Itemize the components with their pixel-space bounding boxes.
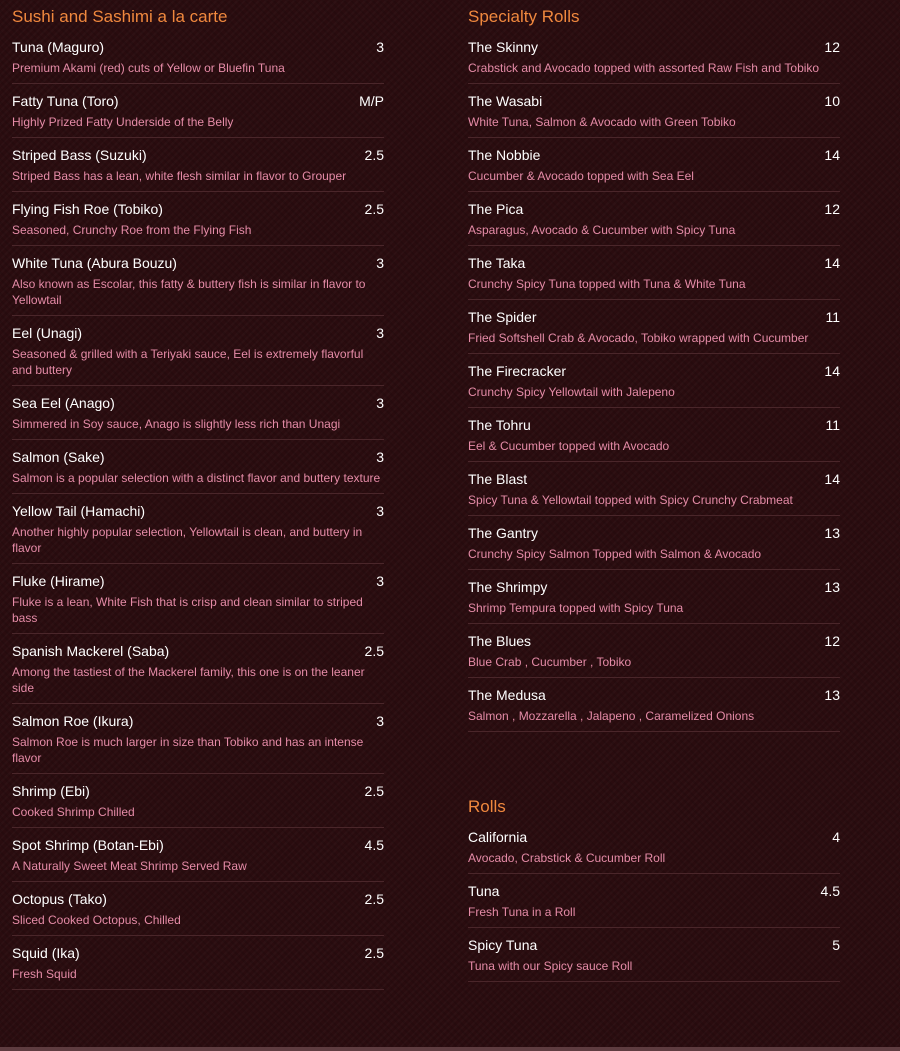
sushi-sashimi-column: [12, 0, 384, 990]
menu-item-name: The Tohru: [468, 417, 531, 433]
menu-item-name: The Blast: [468, 471, 528, 487]
menu-item-header: [12, 200, 384, 218]
menu-item-header: [12, 944, 384, 962]
menu-item-description: Fresh Tuna in a Roll: [468, 905, 576, 919]
menu-item-description: White Tuna, Salmon & Avocado with Green Tobiko: [468, 115, 736, 129]
menu-item: [12, 138, 384, 192]
menu-item: [468, 462, 840, 516]
menu-item: [12, 774, 384, 828]
menu-item: [468, 825, 840, 874]
menu-item-description: Avocado, Crabstick & Cucumber Roll: [468, 851, 666, 865]
menu-item-description: Salmon is a popular selection with a distinct flavor and buttery texture: [12, 471, 381, 485]
menu-item-name: Yellow Tail (Hamachi): [12, 503, 146, 519]
menu-item-price: 3: [376, 255, 384, 271]
menu-item-name: Salmon Roe (Ikura): [12, 713, 134, 729]
menu-item: [468, 138, 840, 192]
menu-item-description: Crunchy Spicy Tuna topped with Tuna & White Tuna: [468, 277, 746, 291]
menu-item-name: Fluke (Hirame): [12, 573, 105, 589]
menu-item-description: Premium Akami (red) cuts of Yellow or Bluefin Tuna: [12, 61, 285, 75]
menu-item-description: Salmon Roe is much larger in size than Tobiko and has an intense flavor: [12, 735, 364, 765]
menu-item-price: 14: [824, 147, 840, 163]
menu-item-header: [468, 416, 840, 434]
menu-item-header: [12, 394, 384, 412]
menu-item-header: [468, 524, 840, 542]
menu-item-name: Shrimp (Ebi): [12, 783, 90, 799]
menu-item-price: 11: [825, 417, 840, 433]
menu-item: [468, 678, 840, 732]
menu-item-header: [12, 642, 384, 660]
menu-item-price: 3: [376, 325, 384, 341]
menu-item-name: Striped Bass (Suzuki): [12, 147, 147, 163]
menu-item: [12, 192, 384, 246]
menu-item-header: [12, 572, 384, 590]
menu-item-description: Fried Softshell Crab & Avocado, Tobiko wrapped with Cucumber: [468, 331, 809, 345]
menu-item-price: 10: [824, 93, 840, 109]
menu-item: [468, 516, 840, 570]
rolls-column: [468, 0, 840, 982]
menu-item-description: Tuna with our Spicy sauce Roll: [468, 959, 633, 973]
menu-item-name: Octopus (Tako): [12, 891, 107, 907]
menu-item-description: Seasoned, Crunchy Roe from the Flying Fish: [12, 223, 252, 237]
menu-item-price: 2.5: [364, 945, 384, 961]
menu-item: [12, 564, 384, 634]
menu-item-header: [468, 92, 840, 110]
menu-item-price: 2.5: [364, 201, 384, 217]
menu-item-price: 12: [824, 39, 840, 55]
menu-item-name: The Nobbie: [468, 147, 541, 163]
menu-item-description: Blue Crab , Cucumber , Tobiko: [468, 655, 632, 669]
menu-item: [468, 928, 840, 982]
menu-item-header: [468, 146, 840, 164]
menu-item-header: [12, 890, 384, 908]
menu-item-header: [12, 448, 384, 466]
menu-item-header: [468, 578, 840, 596]
rolls-item-list: [468, 825, 840, 982]
menu-item-price: 2.5: [364, 643, 384, 659]
menu-item: [12, 386, 384, 440]
menu-item-name: The Spider: [468, 309, 537, 325]
menu-item-header: [468, 828, 840, 846]
menu-item-description: Shrimp Tempura topped with Spicy Tuna: [468, 601, 684, 615]
menu-item-description: Crabstick and Avocado topped with assorted Raw Fish and Tobiko: [468, 61, 820, 75]
menu-item: [12, 35, 384, 84]
menu-item-description: Spicy Tuna & Yellowtail topped with Spicy Crunchy Crabmeat: [468, 493, 793, 507]
menu-item-price: 3: [376, 395, 384, 411]
menu-item-price: 4.5: [364, 837, 384, 853]
menu-item-header: [12, 502, 384, 520]
menu-item-description: Also known as Escolar, this fatty & buttery fish is similar in flavor to Yellowtail: [12, 277, 366, 307]
menu-item-description: Fresh Squid: [12, 967, 77, 981]
menu-item-price: 5: [832, 937, 840, 953]
menu-item: [468, 624, 840, 678]
menu-item-header: [12, 254, 384, 272]
menu-item-description: Cooked Shrimp Chilled: [12, 805, 135, 819]
menu-item-price: 11: [825, 309, 840, 325]
menu-item-header: [468, 470, 840, 488]
menu-item: [12, 704, 384, 774]
menu-item: [12, 246, 384, 316]
menu-item-name: Squid (Ika): [12, 945, 80, 961]
menu-item-header: [12, 146, 384, 164]
menu-item: [12, 936, 384, 990]
menu-item-price: 12: [824, 201, 840, 217]
menu-item-price: 2.5: [364, 891, 384, 907]
menu-item-price: 14: [824, 471, 840, 487]
specialty-item-list: [468, 35, 840, 732]
menu-item-name: Eel (Unagi): [12, 325, 83, 341]
menu-item-header: [468, 882, 840, 900]
horizontal-scrollbar[interactable]: [0, 1047, 900, 1051]
menu-item-description: Sliced Cooked Octopus, Chilled: [12, 913, 181, 927]
menu-item: [12, 494, 384, 564]
menu-item: [468, 354, 840, 408]
menu-item-price: 4.5: [820, 883, 840, 899]
menu-item: [12, 882, 384, 936]
menu-item: [468, 192, 840, 246]
menu-item-name: Spicy Tuna: [468, 937, 538, 953]
menu-item: [468, 874, 840, 928]
menu-item-header: [468, 936, 840, 954]
menu-item: [12, 634, 384, 704]
menu-item: [468, 570, 840, 624]
menu-item: [468, 246, 840, 300]
menu-item-price: 2.5: [364, 147, 384, 163]
section-spacer: [468, 732, 840, 790]
menu-item-header: [468, 254, 840, 272]
menu-item-header: [12, 92, 384, 110]
sushi-item-list: [12, 35, 384, 990]
menu-item-name: California: [468, 829, 528, 845]
menu-item-description: Asparagus, Avocado & Cucumber with Spicy Tuna: [468, 223, 736, 237]
menu-item-price: 14: [824, 255, 840, 271]
menu-item-name: White Tuna (Abura Bouzu): [12, 255, 177, 271]
menu-item-name: Spanish Mackerel (Saba): [12, 643, 170, 659]
menu-item-header: [468, 308, 840, 326]
menu-item-price: 13: [824, 579, 840, 595]
menu-item-name: Tuna (Maguro): [12, 39, 105, 55]
menu-item-price: 3: [376, 39, 384, 55]
menu-item-header: [468, 38, 840, 56]
menu-item-price: 13: [824, 687, 840, 703]
menu-item-name: Sea Eel (Anago): [12, 395, 115, 411]
menu-item-name: The Taka: [468, 255, 526, 271]
menu-item-header: [468, 200, 840, 218]
menu-item-name: Spot Shrimp (Botan-Ebi): [12, 837, 164, 853]
menu-item-description: A Naturally Sweet Meat Shrimp Served Raw: [12, 859, 247, 873]
menu-item-header: [12, 836, 384, 854]
menu-item-header: [12, 324, 384, 342]
menu-item-header: [12, 38, 384, 56]
menu-item: [12, 316, 384, 386]
menu-item-name: The Gantry: [468, 525, 539, 541]
menu-item-header: [468, 632, 840, 650]
menu-item-description: Simmered in Soy sauce, Anago is slightly less rich than Unagi: [12, 417, 341, 431]
section-heading-sushi: Sushi and Sashimi a la carte: [12, 7, 228, 26]
menu-item-name: The Skinny: [468, 39, 539, 55]
menu-item-description: Eel & Cucumber topped with Avocado: [468, 439, 670, 453]
menu-item: [468, 408, 840, 462]
menu-item-description: Another highly popular selection, Yellowtail is clean, and buttery in flavor: [12, 525, 363, 555]
menu-item-price: M/P: [359, 93, 384, 109]
menu-item-price: 4: [832, 829, 840, 845]
menu-item-header: [468, 686, 840, 704]
menu-item-header: [468, 362, 840, 380]
menu-item-description: Striped Bass has a lean, white flesh similar in flavor to Grouper: [12, 169, 347, 183]
menu-item: [468, 300, 840, 354]
menu-item-name: The Medusa: [468, 687, 546, 703]
menu-item-price: 14: [824, 363, 840, 379]
menu-item-name: Flying Fish Roe (Tobiko): [12, 201, 163, 217]
menu-item-description: Seasoned & grilled with a Teriyaki sauce, Eel is extremely flavorful and buttery: [12, 347, 364, 377]
menu-item: [12, 84, 384, 138]
menu-item: [12, 440, 384, 494]
menu-item-description: Fluke is a lean, White Fish that is crisp and clean similar to striped bass: [12, 595, 363, 625]
menu-item-price: 12: [824, 633, 840, 649]
menu-item-name: Tuna: [468, 883, 500, 899]
menu-item-name: The Blues: [468, 633, 532, 649]
menu-item: [12, 828, 384, 882]
menu-item-price: 3: [376, 449, 384, 465]
menu-item-name: The Wasabi: [468, 93, 543, 109]
menu-item-price: 3: [376, 503, 384, 519]
menu-item-price: 13: [824, 525, 840, 541]
menu-item-name: The Firecracker: [468, 363, 567, 379]
section-heading-rolls: Rolls: [468, 797, 506, 816]
menu-item-description: Crunchy Spicy Yellowtail with Jalepeno: [468, 385, 675, 399]
menu-item-name: The Pica: [468, 201, 524, 217]
menu-item-name: The Shrimpy: [468, 579, 548, 595]
menu-item-name: Salmon (Sake): [12, 449, 105, 465]
menu-item-description: Among the tastiest of the Mackerel family, this one is on the leaner side: [12, 665, 365, 695]
menu-item-description: Crunchy Spicy Salmon Topped with Salmon & Avocado: [468, 547, 762, 561]
menu-item-price: 3: [376, 573, 384, 589]
menu-item-header: [12, 712, 384, 730]
menu-item-price: 2.5: [364, 783, 384, 799]
menu-item-description: Highly Prized Fatty Underside of the Belly: [12, 115, 234, 129]
menu-item-price: 3: [376, 713, 384, 729]
menu-item-description: Salmon , Mozzarella , Jalapeno , Caramelized Onions: [468, 709, 755, 723]
menu-item-description: Cucumber & Avocado topped with Sea Eel: [468, 169, 694, 183]
menu-item: [468, 35, 840, 84]
menu-item-header: [12, 782, 384, 800]
menu-item-name: Fatty Tuna (Toro): [12, 93, 119, 109]
menu-item: [468, 84, 840, 138]
section-heading-specialty: Specialty Rolls: [468, 7, 580, 26]
